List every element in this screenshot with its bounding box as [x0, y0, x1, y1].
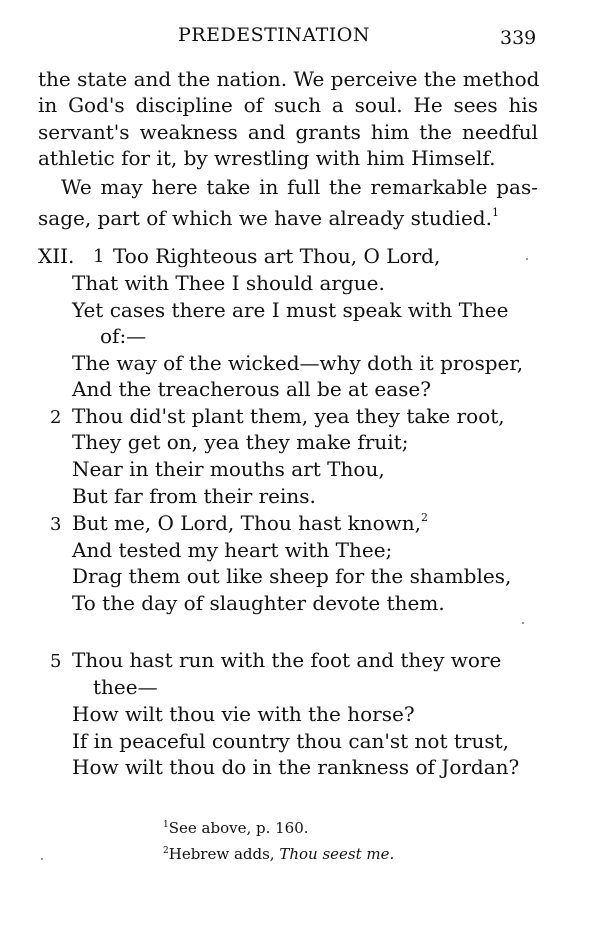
- poem-line: Thou hast run with the foot and they wore: [72, 648, 502, 672]
- poem-line-body: But me, O Lord, Thou hast known,: [72, 511, 422, 535]
- verse-number: 5: [50, 651, 62, 672]
- poem-line: They get on, yea they make fruit;: [72, 430, 409, 454]
- text-line: servant's weakness and grants him the needful: [38, 119, 538, 144]
- poem-line: How wilt thou vie with the horse?: [72, 702, 415, 726]
- speck: [522, 622, 524, 624]
- speck: [41, 858, 43, 860]
- poem-line: Yet cases there are I must speak with Thee: [72, 298, 509, 322]
- footnote-mark: 1: [163, 820, 169, 830]
- poem-line: And tested my heart with Thee;: [72, 538, 393, 562]
- text-line: in God's discipline of such a soul. He sees his: [38, 93, 538, 118]
- footnote-ref-1: 1: [491, 206, 499, 220]
- running-header: [0, 24, 605, 52]
- text-line: the state and the nation. We perceive the method: [38, 67, 540, 91]
- text-line: athletic for it, by wrestling with him Himself.: [38, 145, 496, 170]
- footnote-ref-2: 2: [421, 511, 429, 524]
- paragraph-1: [38, 66, 538, 171]
- chapter-number: XII.: [38, 244, 75, 268]
- poem-line: Thou did'st plant them, yea they take root,: [72, 404, 505, 428]
- poem-line: thee—: [93, 675, 158, 699]
- poem-line: How wilt thou do in the rankness of Jordan?: [72, 755, 520, 779]
- paragraph-2: [38, 174, 538, 232]
- text-line: We may here take in full the remarkable pas-: [61, 175, 538, 199]
- poem-line: But far from their reins.: [72, 484, 316, 508]
- poem-line: Too Righteous art Thou, O Lord,: [113, 244, 441, 268]
- page-number: 339: [500, 27, 537, 49]
- speck: [526, 258, 528, 260]
- poem-line: [72, 511, 428, 535]
- poem-line: If in peaceful country thou can'st not trust,: [72, 729, 510, 753]
- text-line-body: sage, part of which we have already studied.: [38, 206, 492, 231]
- text-line: [38, 200, 538, 231]
- poem-line: The way of the wicked—why doth it prosper,: [72, 351, 524, 375]
- footnote-2: [163, 840, 394, 866]
- verse-number: 3: [50, 514, 62, 535]
- verse-number: 2: [50, 407, 62, 428]
- poem-line: To the day of slaughter devote them.: [72, 591, 445, 615]
- poem-line: Near in their mouths art Thou,: [72, 457, 385, 481]
- footnote-text: Hebrew adds,: [168, 845, 280, 863]
- running-title: PREDESTINATION: [178, 24, 370, 46]
- footnote-1: [163, 814, 394, 840]
- verse-number: 1: [93, 246, 105, 267]
- poem-line: That with Thee I should argue.: [72, 271, 385, 295]
- footnotes: [163, 814, 394, 866]
- poem-line: And the treacherous all be at ease?: [72, 377, 431, 401]
- footnote-mark: 2: [163, 846, 169, 856]
- footnote-italic-text: Thou seest me.: [279, 845, 395, 863]
- footnote-text: See above, p. 160.: [168, 819, 309, 837]
- poem-line: of:—: [100, 324, 147, 348]
- poem-line: Drag them out like sheep for the shambles,: [72, 564, 512, 588]
